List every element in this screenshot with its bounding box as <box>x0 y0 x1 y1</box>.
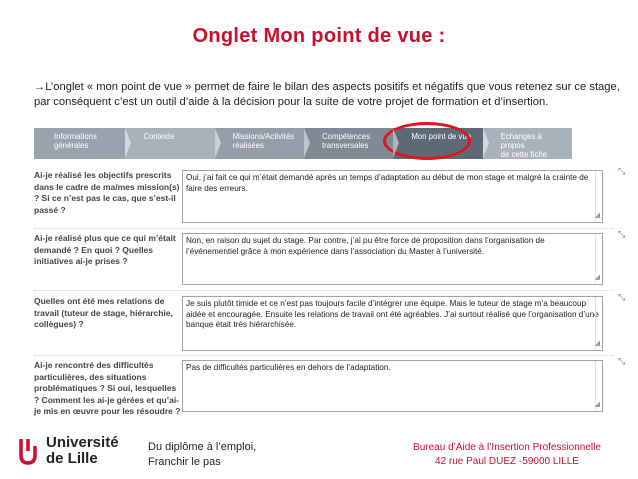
tab-informations-generales[interactable] <box>34 128 125 159</box>
expand-arrows-icon[interactable]: ⤡ <box>618 356 626 366</box>
page-title: Onglet Mon point de vue : <box>192 25 446 47</box>
answer-textarea[interactable] <box>182 296 603 351</box>
address-line2: 42 rue Paul DUEZ -59000 LILLE <box>435 456 579 467</box>
tab-separator <box>483 128 489 158</box>
resize-grip-icon[interactable]: ◢ <box>594 400 600 408</box>
tab-label: Informations <box>54 132 97 141</box>
answer-text: Pas de difficultés particulières en dehors de l’adaptation. <box>186 363 391 372</box>
question-label: Quelles ont été mes relations de travail (tuteur de stage, hiérarchie, collègues) ? <box>34 296 173 329</box>
tagline-line2: Franchir le pas <box>148 456 221 468</box>
tab-echanges[interactable] <box>483 128 572 159</box>
resize-grip-icon[interactable]: ◢ <box>594 339 600 347</box>
tab-bar <box>34 128 572 159</box>
resize-grip-icon[interactable]: ◢ <box>594 273 600 281</box>
answer-textarea[interactable] <box>182 233 603 285</box>
answer-text: Oui, j’ai fait ce qui m’était demandé après un temps d’adaptation au début de mon stage et malgré la crainte de faire des erreurs. <box>186 173 589 193</box>
tab-label: transversales <box>321 141 369 150</box>
tab-separator <box>215 128 221 158</box>
expand-arrows-icon[interactable]: ⤡ <box>618 166 626 176</box>
tab-label: Echanges à propos <box>500 132 542 150</box>
question-label: Ai-je réalisé les objectifs prescrits dans le cadre de ma/mes mission(s) ? Si ce n’est pas le cas, que s’est-il passé ? <box>34 170 180 215</box>
tab-label: Contexte <box>143 132 175 141</box>
answer-textarea[interactable] <box>182 170 603 223</box>
expand-arrows-icon[interactable]: ⤡ <box>618 292 626 302</box>
tab-label: réalisées <box>232 141 264 150</box>
logo-mark-icon <box>18 437 38 465</box>
tab-missions-activites[interactable] <box>215 128 304 159</box>
tab-label: Compétences <box>321 132 371 141</box>
tab-competences[interactable] <box>304 128 393 159</box>
tab-separator <box>304 128 310 158</box>
tab-separator <box>393 128 399 158</box>
intro-text: L’onglet « mon point de vue » permet de faire le bilan des aspects positifs et négatifs que vous retenez sur ce stage, par conséquent c’est un outil d’aide à la décision pour la suite de votre projet de formation et d’insertion. <box>34 81 620 108</box>
arrow-icon: → <box>34 81 46 93</box>
question-label: Ai-je rencontré des difficultés particulières, des situations problématiques ? Si oui, lesquelles ? Comment les ai-je gérées et qu’ai-je mis en œuvre pour les résoudre ? <box>34 360 181 416</box>
tab-label: Missions/Activités <box>232 132 295 141</box>
tab-contexte[interactable] <box>125 128 214 159</box>
question-label: Ai-je réalisé plus que ce qui m’était demandé ? En quoi ? Quelles initiatives ai-je prises ? <box>34 233 176 266</box>
logo-line1: Université <box>46 434 119 451</box>
divider <box>34 355 614 356</box>
tab-label: générales <box>54 141 89 150</box>
answer-textarea[interactable] <box>182 360 603 412</box>
footer-address <box>392 441 622 469</box>
tab-label: de cette fiche <box>500 150 548 159</box>
address-line1: Bureau d’Aide à l’Insertion Professionnelle <box>413 442 601 453</box>
tagline-line1: Du diplôme à l’emploi, <box>148 441 257 453</box>
divider <box>34 290 614 291</box>
divider <box>34 228 614 229</box>
tab-label: Mon point de vue <box>411 132 472 141</box>
expand-arrows-icon[interactable]: ⤡ <box>618 229 626 239</box>
answer-text: Non, en raison du sujet du stage. Par contre, j’ai pu être force de proposition dans l’organisation de l’événementiel grâce à mon expérience dans l’association du Master à l’université. <box>186 236 545 256</box>
logo-line2: de Lille <box>46 450 98 467</box>
intro-paragraph <box>34 80 624 109</box>
footer-tagline <box>148 440 256 470</box>
resize-grip-icon[interactable]: ◢ <box>594 211 600 219</box>
answer-text: Je suis plutôt timide et ce n’est pas toujours facile d’intégrer une équipe. Mais le tuteur de stage m’a beaucoup aidée et encouragée. Ensuite les relations de travail ont été agréables. J’ai surtout réalisé que l’organisation d’une banque était très hiérarchisée. <box>186 299 599 329</box>
tab-separator <box>125 128 131 158</box>
